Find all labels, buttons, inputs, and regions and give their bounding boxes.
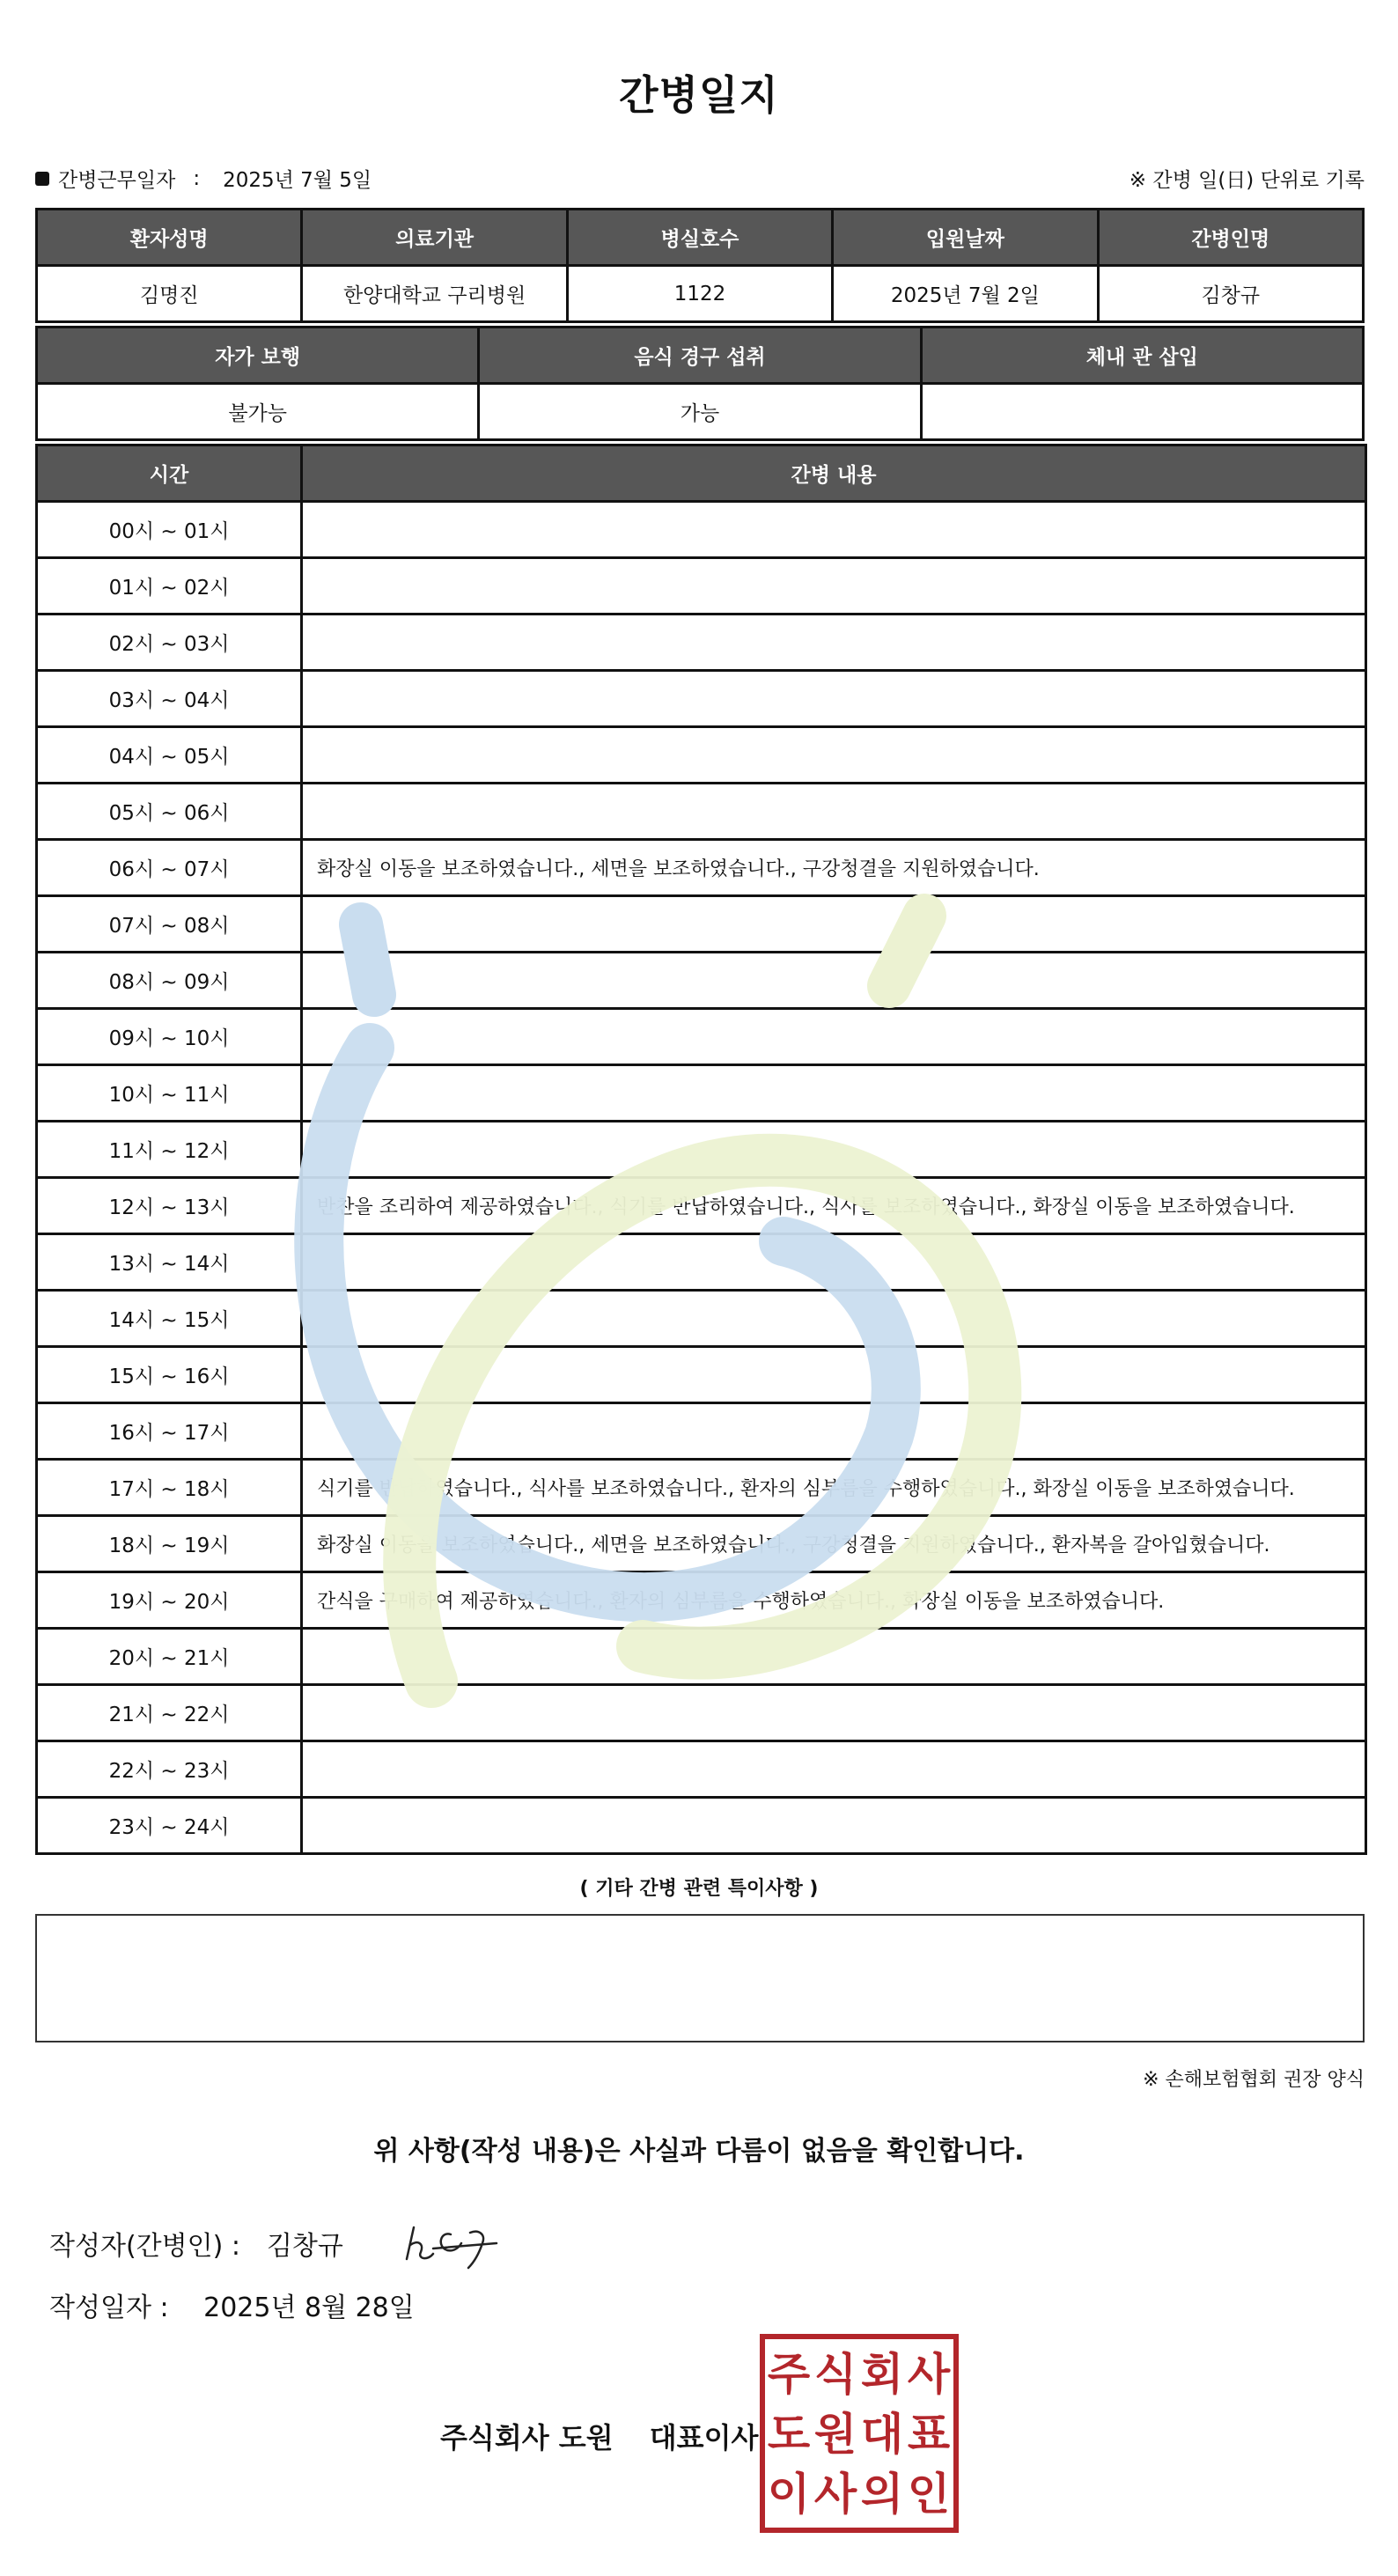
table-row bbox=[37, 1009, 1366, 1065]
writer-label: 작성자(간병인) : bbox=[49, 2231, 240, 2262]
signature-image bbox=[398, 2208, 504, 2271]
table-row bbox=[37, 1685, 1366, 1741]
table-row bbox=[37, 727, 1366, 784]
tube-insertion bbox=[921, 384, 1363, 440]
care-content bbox=[302, 1798, 1366, 1854]
care-log-table bbox=[35, 444, 1367, 1855]
care-content bbox=[302, 502, 1366, 558]
time-slot: 19시 ~ 20시 bbox=[37, 1572, 302, 1629]
table-row bbox=[37, 1572, 1366, 1629]
header-tube-insertion: 체내 관 삽입 bbox=[921, 328, 1363, 384]
time-slot: 08시 ~ 09시 bbox=[37, 953, 302, 1009]
header-patient-name: 환자성명 bbox=[37, 210, 302, 266]
care-content bbox=[302, 1065, 1366, 1122]
seal-glyph: 원 bbox=[813, 2409, 857, 2460]
writer-row bbox=[49, 2224, 343, 2263]
table-row bbox=[37, 1122, 1366, 1178]
time-slot: 09시 ~ 10시 bbox=[37, 1009, 302, 1065]
unit-note: ※ 간병 일(日) 단위로 기록 bbox=[1129, 169, 1365, 192]
table-row bbox=[37, 502, 1366, 558]
table-row bbox=[37, 1460, 1366, 1516]
table-row bbox=[37, 1234, 1366, 1291]
time-slot: 01시 ~ 02시 bbox=[37, 558, 302, 615]
care-content bbox=[302, 1629, 1366, 1685]
care-content bbox=[302, 1403, 1366, 1460]
written-date-value: 2025년 8월 28일 bbox=[203, 2293, 415, 2323]
care-content: 식기를 반납하였습니다., 식사를 보조하였습니다., 환자의 심부름을 수행하였습니다., 화장실 이동을 보조하였습니다. bbox=[302, 1460, 1366, 1516]
table-row bbox=[37, 896, 1366, 953]
care-content bbox=[302, 727, 1366, 784]
caregiver-name: 김창규 bbox=[1098, 266, 1363, 322]
work-date bbox=[35, 164, 372, 193]
table-row bbox=[37, 1403, 1366, 1460]
care-content bbox=[302, 1741, 1366, 1798]
table-row bbox=[37, 953, 1366, 1009]
care-content bbox=[302, 1685, 1366, 1741]
table-row bbox=[37, 784, 1366, 840]
self-walking: 불가능 bbox=[37, 384, 479, 440]
room-number: 1122 bbox=[567, 266, 832, 322]
care-content bbox=[302, 615, 1366, 671]
seal-glyph: 사 bbox=[813, 2469, 857, 2520]
header-self-walking: 자가 보행 bbox=[37, 328, 479, 384]
seal-glyph: 식 bbox=[813, 2349, 857, 2400]
table-row bbox=[37, 1629, 1366, 1685]
care-content: 화장실 이동을 보조하였습니다., 세면을 보조하였습니다., 구강청결을 지원하였습니다., 환자복을 갈아입혔습니다. bbox=[302, 1516, 1366, 1572]
oral-intake: 가능 bbox=[479, 384, 921, 440]
table-row bbox=[37, 558, 1366, 615]
care-content bbox=[302, 1234, 1366, 1291]
table-row bbox=[37, 1741, 1366, 1798]
table-row bbox=[37, 840, 1366, 896]
company-row bbox=[440, 2416, 758, 2456]
care-content bbox=[302, 1291, 1366, 1347]
care-content bbox=[302, 1347, 1366, 1403]
care-content: 화장실 이동을 보조하였습니다., 세면을 보조하였습니다., 구강청결을 지원하였습니다. bbox=[302, 840, 1366, 896]
time-slot: 00시 ~ 01시 bbox=[37, 502, 302, 558]
table-row bbox=[37, 671, 1366, 727]
seal-glyph: 사 bbox=[907, 2349, 951, 2400]
patient-info-table bbox=[35, 208, 1365, 323]
header-admission-date: 입원날짜 bbox=[833, 210, 1098, 266]
time-slot: 21시 ~ 22시 bbox=[37, 1685, 302, 1741]
time-slot: 17시 ~ 18시 bbox=[37, 1460, 302, 1516]
table-row bbox=[37, 1178, 1366, 1234]
time-slot: 16시 ~ 17시 bbox=[37, 1403, 302, 1460]
header-room-number: 병실호수 bbox=[567, 210, 832, 266]
special-notes-title: ( 기타 간병 관련 특이사항 ) bbox=[579, 1878, 819, 1900]
table-row bbox=[37, 1347, 1366, 1403]
meta-row bbox=[35, 164, 1365, 195]
header-caregiver-name: 간병인명 bbox=[1098, 210, 1363, 266]
table-row bbox=[37, 1065, 1366, 1122]
time-slot: 04시 ~ 05시 bbox=[37, 727, 302, 784]
time-slot: 18시 ~ 19시 bbox=[37, 1516, 302, 1572]
insurance-note: ※ 손해보험협회 권장 양식 bbox=[1143, 2069, 1365, 2091]
time-slot: 15시 ~ 16시 bbox=[37, 1347, 302, 1403]
table-row bbox=[37, 1516, 1366, 1572]
company-name: 주식회사 도원 bbox=[440, 2421, 614, 2455]
care-content bbox=[302, 1009, 1366, 1065]
admission-date: 2025년 7월 2일 bbox=[833, 266, 1098, 322]
written-date-row bbox=[49, 2285, 415, 2324]
confirmation-statement: 위 사항(작성 내용)은 사실과 다름이 없음을 확인합니다. bbox=[373, 2136, 1025, 2167]
seal-glyph: 회 bbox=[860, 2349, 904, 2400]
table-row bbox=[37, 615, 1366, 671]
patient-status-table bbox=[35, 326, 1365, 441]
care-content bbox=[302, 896, 1366, 953]
work-date-label: 간병근무일자 bbox=[58, 169, 176, 192]
time-slot: 13시 ~ 14시 bbox=[37, 1234, 302, 1291]
time-slot: 12시 ~ 13시 bbox=[37, 1178, 302, 1234]
writer-name: 김창규 bbox=[266, 2231, 343, 2262]
seal-glyph: 대 bbox=[860, 2409, 904, 2460]
work-date-value: 2025년 7월 5일 bbox=[223, 169, 372, 192]
seal-glyph: 표 bbox=[907, 2409, 951, 2460]
written-date-label: 작성일자 : bbox=[49, 2293, 169, 2323]
care-content bbox=[302, 1122, 1366, 1178]
care-content: 간식을 구매하여 제공하였습니다., 환자의 심부름을 수행하였습니다., 화장실 이동을 보조하였습니다. bbox=[302, 1572, 1366, 1629]
table-row bbox=[37, 1291, 1366, 1347]
seal-glyph: 의 bbox=[860, 2469, 904, 2520]
table-row bbox=[37, 1798, 1366, 1854]
care-content bbox=[302, 671, 1366, 727]
header-oral-intake: 음식 경구 섭취 bbox=[479, 328, 921, 384]
time-slot: 02시 ~ 03시 bbox=[37, 615, 302, 671]
time-slot: 23시 ~ 24시 bbox=[37, 1798, 302, 1854]
header-care-content: 간병 내용 bbox=[302, 445, 1366, 502]
time-slot: 22시 ~ 23시 bbox=[37, 1741, 302, 1798]
work-date-colon: : bbox=[193, 166, 201, 190]
time-slot: 11시 ~ 12시 bbox=[37, 1122, 302, 1178]
header-hospital: 의료기관 bbox=[302, 210, 567, 266]
company-representative: 대표이사 bbox=[649, 2421, 759, 2455]
seal-glyph: 주 bbox=[767, 2349, 811, 2400]
time-slot: 20시 ~ 21시 bbox=[37, 1629, 302, 1685]
header-time: 시간 bbox=[37, 445, 302, 502]
company-seal-stamp bbox=[759, 2333, 960, 2534]
care-content bbox=[302, 953, 1366, 1009]
special-notes-box bbox=[35, 1914, 1365, 2042]
care-content bbox=[302, 784, 1366, 840]
hospital: 한양대학교 구리병원 bbox=[302, 266, 567, 322]
time-slot: 05시 ~ 06시 bbox=[37, 784, 302, 840]
time-slot: 07시 ~ 08시 bbox=[37, 896, 302, 953]
page-title: 간병일지 bbox=[619, 71, 779, 119]
care-content bbox=[302, 558, 1366, 615]
care-content: 반찬을 조리하여 제공하였습니다., 식기를 반납하였습니다., 식사를 보조하였습니다., 화장실 이동을 보조하였습니다. bbox=[302, 1178, 1366, 1234]
bullet-square-icon bbox=[35, 172, 49, 186]
time-slot: 03시 ~ 04시 bbox=[37, 671, 302, 727]
patient-name: 김명진 bbox=[37, 266, 302, 322]
time-slot: 14시 ~ 15시 bbox=[37, 1291, 302, 1347]
time-slot: 10시 ~ 11시 bbox=[37, 1065, 302, 1122]
seal-glyph: 인 bbox=[907, 2469, 951, 2520]
seal-glyph: 이 bbox=[767, 2469, 811, 2520]
seal-glyph: 도 bbox=[767, 2409, 811, 2460]
time-slot: 06시 ~ 07시 bbox=[37, 840, 302, 896]
